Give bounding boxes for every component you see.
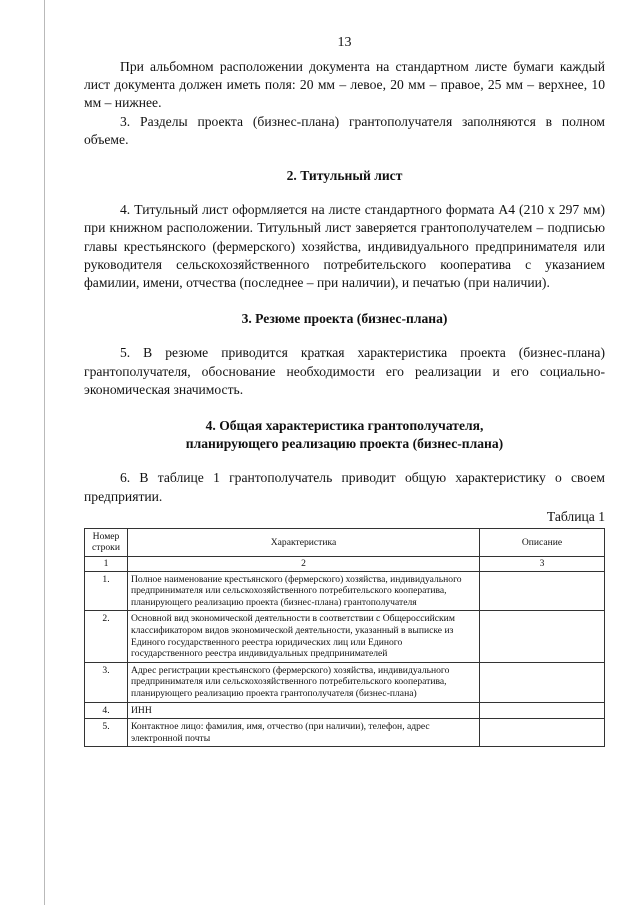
row-number: 2. (85, 611, 128, 662)
table-row (85, 571, 605, 611)
paragraph-6: 6. В таблице 1 грантополучатель приводит общую характеристику о своем предприятии. (84, 470, 605, 504)
row-description[interactable] (480, 662, 605, 702)
page-number: 13 (337, 35, 352, 50)
header-description: Описание (480, 528, 605, 556)
header-characteristic: Характеристика (128, 528, 480, 556)
row-characteristic: Полное наименование крестьянского (фермерского) хозяйства, индивидуального предпринимателя или сельскохозяйственного потребительского кооператива, планирующего реализацию проекта (бизнес-плана) грантополучателя (128, 571, 480, 611)
section-heading-2: 2. Титульный лист (286, 168, 403, 184)
section-heading-3: 3. Резюме проекта (бизнес-плана) (241, 311, 448, 327)
paragraph-3: 3. Разделы проекта (бизнес-плана) грантополучателя заполняются в полном объеме. (84, 113, 605, 147)
table-index-row (85, 557, 605, 572)
table-header-row (85, 528, 605, 556)
paragraph-4: 4. Титульный лист оформляется на листе стандартного формата А4 (210 х 297 мм) при книжном расположении. Титульный лист заверяется грантополучателем – подписью главы крестьянского (фермерского) хозяйства, индивидуального предпринимателя или руководителя сельскохозяйственного потребительского кооператива с указанием фамилии, имени, отчества (последнее – при наличии), и печатью (при наличии). (84, 202, 605, 291)
row-number: 3. (85, 662, 128, 702)
row-characteristic: Адрес регистрации крестьянского (фермерского) хозяйства, индивидуального предпринимателя или сельскохозяйственного потребительского кооператива, планирующего реализацию проекта грантополучателя (бизнес-плана) (128, 662, 480, 702)
table-row (85, 662, 605, 702)
row-characteristic: Контактное лицо: фамилия, имя, отчество (при наличии), телефон, адрес электронной почты (128, 719, 480, 747)
row-description[interactable] (480, 719, 605, 747)
row-description[interactable] (480, 702, 605, 719)
header-row-number: Номер строки (85, 528, 128, 556)
table-row (85, 719, 605, 747)
index-cell: 2 (128, 557, 480, 572)
row-description[interactable] (480, 571, 605, 611)
row-description[interactable] (480, 611, 605, 662)
row-characteristic: Основной вид экономической деятельности в соответствии с Общероссийским классификатором видов экономической деятельности, указанный в выписке из Единого государственного реестра юридических лиц или Единого государственного реестра индивидуальных предпринимателей (128, 611, 480, 662)
page-margin-line (44, 0, 45, 905)
section-heading-4-line1: 4. Общая характеристика грантополучателя, (205, 418, 484, 434)
index-cell: 3 (480, 557, 605, 572)
table-caption: Таблица 1 (546, 508, 605, 524)
row-characteristic: ИНН (128, 702, 480, 719)
row-number: 4. (85, 702, 128, 719)
paragraph-layout-margins: При альбомном расположении документа на стандартном листе бумаги каждый лист документа должен иметь поля: 20 мм – левое, 20 мм – правое, 25 мм – верхнее, 10 мм – нижнее. (84, 59, 605, 111)
paragraph-5: 5. В резюме приводится краткая характеристика проекта (бизнес-плана) грантополучателя, обоснование необходимости его реализации и его социально-экономическая значимость. (84, 345, 605, 397)
row-number: 5. (85, 719, 128, 747)
table-row (85, 611, 605, 662)
document-page (84, 34, 605, 747)
index-cell: 1 (85, 557, 128, 572)
row-number: 1. (85, 571, 128, 611)
table-row (85, 702, 605, 719)
section-heading-4-line2: планирующего реализацию проекта (бизнес-плана) (185, 436, 504, 452)
characteristics-table (84, 528, 605, 748)
